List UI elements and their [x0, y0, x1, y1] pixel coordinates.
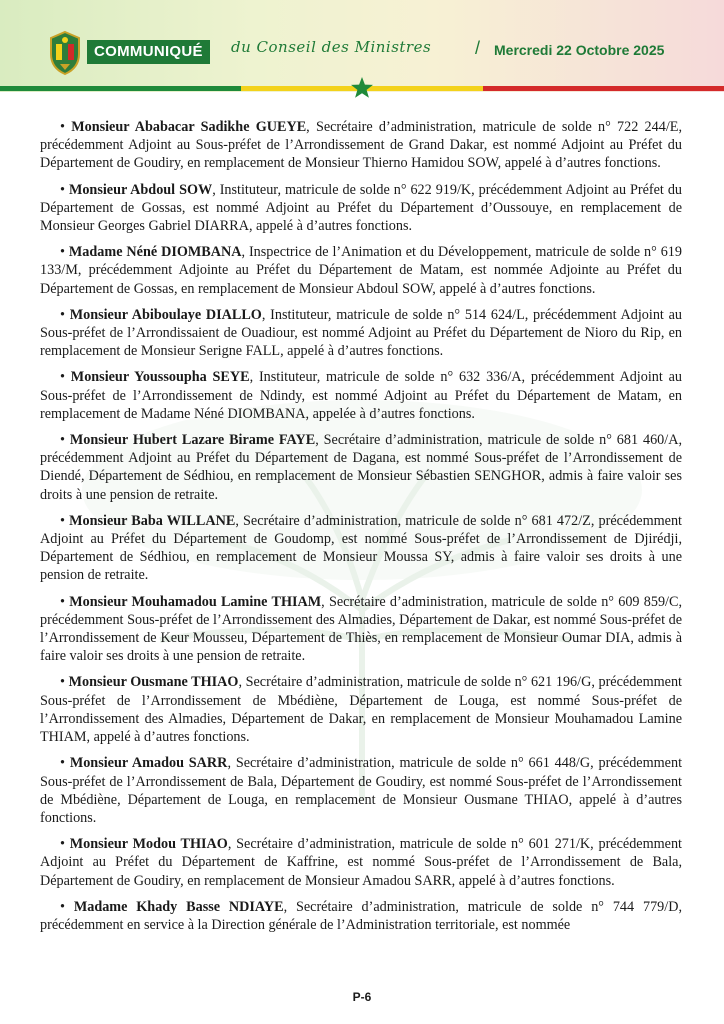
bullet: • [60, 755, 65, 772]
bullet: • [60, 593, 65, 610]
appointee-name: Monsieur Abdoul SOW [68, 181, 213, 198]
seal-icon [48, 30, 82, 76]
appointments-list [40, 118, 682, 942]
bullet: • [60, 119, 65, 135]
header-banner [0, 0, 724, 92]
appointment-text: , Secrétaire d’administration, matricule de solde n° 601 271/K, précédemment Adjoint au Préfet du Département de Kaffrine, est nommé Sous-préfet de l’Arrondissement de Bala, Département de Goudiry, en remplacement de Monsieur Amadou SARR, appelé à d’autres fonctions. [40, 836, 682, 889]
meeting-date: Mercredi 22 Octobre 2025 [494, 42, 665, 58]
conseil-des-ministres-title: du Conseil des Ministres [231, 38, 432, 56]
appointee-name: Madame Khady Basse NDIAYE [73, 898, 284, 915]
appointment-entry [40, 898, 682, 934]
appointment-text: , Secrétaire d’administration, matricule de solde n° 681 472/Z, précédemment Adjoint au Préfet du Département de Goudomp, est nommé Sous-préfet de l’Arrondissement de Djirédji, Département de Sédhiou, en remplacement de Monsieur Moussa SY, admis à faire valoir ses droits à une pension de retraite. [40, 512, 683, 584]
appointment-text: , Secrétaire d’administration, matricule de solde n° 744 779/D, précédemment en service à la Direction générale de l’Administration territoriale, est nommée [40, 898, 682, 933]
appointee-name: Monsieur Baba WILLANE [69, 512, 236, 529]
appointee-name: Monsieur Hubert Lazare Birame FAYE [69, 432, 316, 449]
communique-badge: COMMUNIQUÉ [87, 40, 210, 64]
appointment-text: , Secrétaire d’administration, matricule de solde n° 621 196/G, précédemment Sous-préfet de l’Arrondissement de Mbédiène, Département de Louga, est nommé Sous-préfet de l’Arrondissement des Almadies, Département de Dakar, en remplacement de Monsieur Mouhamadou Lamine THIAM, appelé à d’autres fonctions. [40, 674, 682, 746]
appointee-name: Monsieur Youssoupha SEYE [70, 369, 250, 386]
appointment-text: , Instituteur, matricule de solde n° 632 336/A, précédemment Adjoint au Sous-préfet de l’Arrondissement de Ndindy, est nommé Adjoint au Préfet du Département de Matam, en remplacement de Madame Néné DIOMBANA, appelée à d’autres fonctions. [40, 369, 683, 422]
appointment-text: , Secrétaire d’administration, matricule de solde n° 722 244/E, précédemment Adjoint au Sous-préfet de l’Arrondissement de Grand Dakar, est nommé Adjoint au Préfet du Département de Goudiry, en remplacement de Monsieur Thierno Hamidou SOW, appelé à d’autres fonctions. [40, 119, 682, 172]
appointment-entry [40, 512, 682, 585]
bullet: • [60, 181, 65, 198]
appointment-entry [40, 181, 682, 236]
bullet: • [60, 306, 65, 323]
appointee-name: Monsieur Ababacar Sadikhe GUEYE [71, 119, 307, 135]
bullet: • [60, 836, 65, 853]
bullet: • [60, 369, 65, 386]
appointment-text: , Secrétaire d’administration, matricule de solde n° 661 448/G, précédemment Sous-préfet de l’Arrondissement de Bala, Département de Goudiry, est nommé Sous-préfet de l’Arrondissement de Mbédiène, Département de Louga, en remplacement de Monsieur Ousmane THIAO, appelé à d’autres fonctions. [40, 755, 683, 826]
appointee-name: Monsieur Modou THIAO [69, 836, 228, 853]
star-icon [350, 76, 374, 100]
appointment-entry [40, 431, 682, 504]
bullet: • [60, 512, 65, 529]
appointment-entry [40, 118, 682, 173]
appointment-entry [40, 306, 682, 361]
appointment-entry [40, 754, 682, 827]
bullet: • [60, 674, 65, 691]
appointment-text: , Instituteur, matricule de solde n° 622 919/K, précédemment Adjoint au Préfet du Département de Gossas, est nommé Adjoint au Préfet du Département d’Oussouye, en remplacement de Monsieur Georges Gabriel DIARRA, appelé à d’autres fonctions. [40, 181, 683, 235]
appointee-name: Monsieur Amadou SARR [69, 755, 228, 772]
appointment-text: , Secrétaire d’administration, matricule de solde n° 609 859/C, précédemment Sous-préfet de l’Arrondissement des Almadies, Département de Dakar, est nommé Sous-préfet de l’Arrondissement de Keur Mousseu, Département de Thiès, en remplacement de Monsieur Oumar DIA, admis à faire valoir ses droits à une pension de retraite. [40, 593, 682, 665]
appointment-entry [40, 673, 682, 746]
appointee-name: Monsieur Ousmane THIAO [68, 674, 239, 691]
appointment-text: , Secrétaire d’administration, matricule de solde n° 681 460/A, précédemment Adjoint au Préfet du Département de Dagana, est nommé Sous-préfet de l’Arrondissement de Diendé, Département de Sédhiou, en remplacement de Monsieur Sébastien SENGHOR, admis à faire valoir ses droits à une pension de retraite. [40, 432, 682, 503]
bullet: • [60, 898, 65, 915]
page-number: P-6 [352, 990, 372, 1004]
appointee-name: Madame Néné DIOMBANA [68, 244, 242, 261]
appointment-entry [40, 243, 682, 298]
appointment-entry [40, 593, 682, 666]
appointment-entry [40, 835, 682, 890]
header-separator: / [475, 38, 481, 58]
appointment-text: , Inspectrice de l’Animation et du Développement, matricule de solde n° 619 133/M, précédemment Adjointe au Préfet du Département de Matam, est nommée Adjointe au Préfet du Département de Gossas, en remplacement de Monsieur Abdoul SOW, appelé à d’autres fonctions. [40, 244, 682, 297]
bullet: • [60, 244, 65, 261]
appointment-entry [40, 368, 682, 423]
appointee-name: Monsieur Abiboulaye DIALLO [69, 306, 262, 323]
appointment-text: , Instituteur, matricule de solde n° 514 624/L, précédemment Adjoint au Sous-préfet de l’Arrondissaient de Ouadiour, est nommé Adjoint au Préfet du Département de Nioro du Rip, en remplacement de Monsieur Serigne FALL, appelé à d’autres fonctions. [40, 306, 683, 360]
bullet: • [60, 432, 65, 449]
appointee-name: Monsieur Mouhamadou Lamine THIAM [69, 593, 322, 610]
